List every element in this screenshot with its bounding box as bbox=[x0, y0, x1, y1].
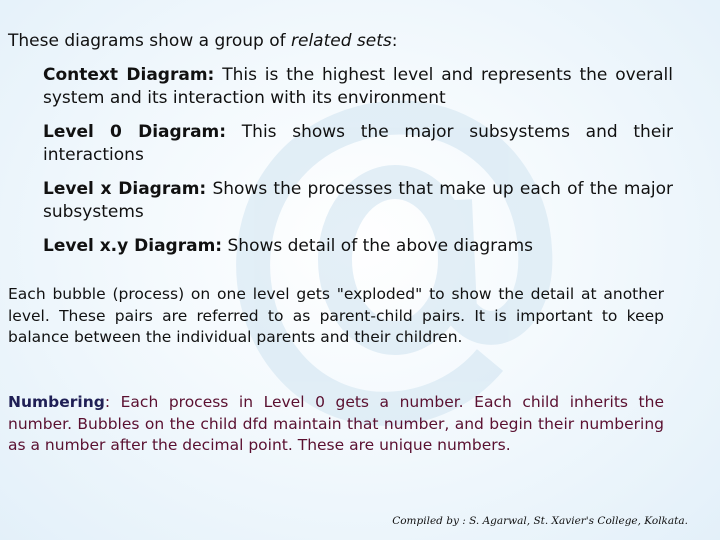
explosion-paragraph: Each bubble (process) on one level gets "exploded" to show the detail at another level. These pairs are referred to as parent-child pairs. It is important to keep balance between the individual parents and their children. bbox=[8, 285, 664, 346]
numbering-text: : Each process in Level 0 gets a number. Each child inherits the number. Bubbles on the child dfd maintain that number, and begin their numbering as a number after the decimal point. These are unique numbers. bbox=[8, 393, 664, 454]
numbering-term: Numbering bbox=[8, 393, 105, 411]
numbering-paragraph bbox=[8, 392, 664, 457]
intro-line bbox=[8, 30, 398, 52]
intro-text: These diagrams show a group of bbox=[8, 31, 292, 51]
bullet-text: Shows detail of the above diagrams bbox=[222, 236, 533, 256]
credit-footer: Compiled by : S. Agarwal, St. Xavier's College, Kolkata. bbox=[392, 515, 688, 527]
bullet-text: This shows the major subsystems and their interactions bbox=[43, 122, 673, 165]
level-x-diagram-item bbox=[43, 178, 673, 224]
bullet-text: This is the highest level and represents the overall system and its interaction with its environment bbox=[43, 65, 674, 108]
diagram-levels-list bbox=[43, 64, 673, 269]
context-diagram-item bbox=[43, 64, 673, 110]
intro-emphasis: related sets bbox=[291, 31, 392, 51]
level-0-diagram-item bbox=[43, 121, 673, 167]
level-x-y-diagram-item bbox=[43, 235, 673, 258]
bullet-text: Shows the processes that make up each of the major subsystems bbox=[43, 179, 673, 222]
bullet-term: Context Diagram: bbox=[43, 65, 215, 85]
intro-colon: : bbox=[391, 31, 398, 51]
bullet-term: Level x Diagram: bbox=[43, 179, 207, 199]
bullet-term: Level 0 Diagram: bbox=[43, 122, 227, 142]
bullet-term: Level x.y Diagram: bbox=[43, 236, 223, 256]
